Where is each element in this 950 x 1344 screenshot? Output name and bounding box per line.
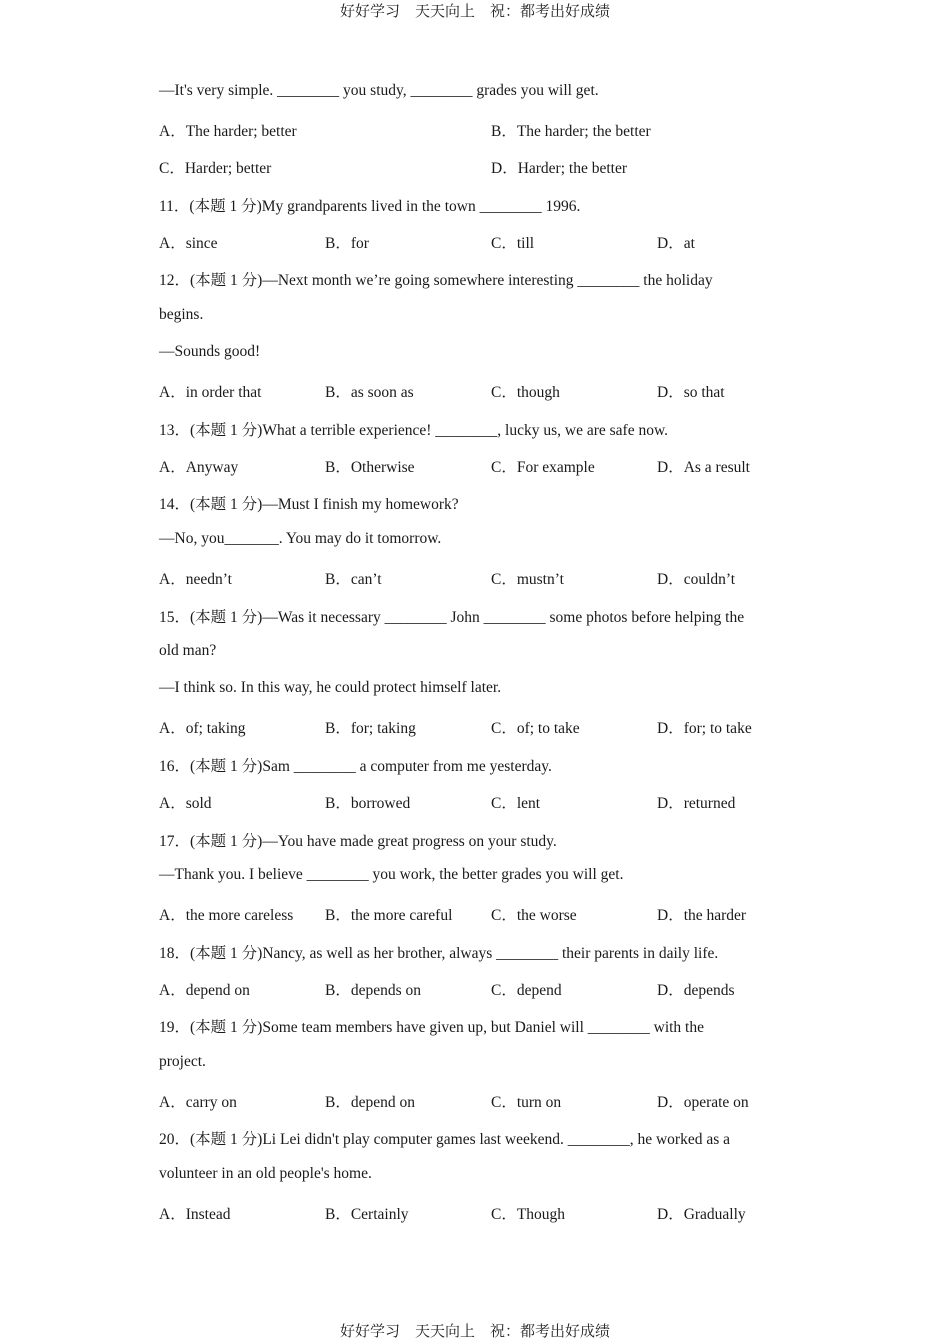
q13-option-a: A．Anyway bbox=[159, 459, 239, 476]
q10-option-d: D．Harder; the better bbox=[491, 160, 627, 177]
q14-stem: 14．(本题 1 分)—Must I finish my homework? bbox=[159, 496, 459, 513]
q15-stem-line2: old man? bbox=[159, 642, 217, 659]
q19-option-c: C．turn on bbox=[491, 1094, 562, 1111]
q14-reply: —No, you_______. You may do it tomorrow. bbox=[159, 530, 442, 547]
q11-option-b: B．for bbox=[325, 235, 369, 252]
q18-option-c: C．depend bbox=[491, 982, 562, 999]
q13-option-c: C．For example bbox=[491, 459, 595, 476]
q16-stem: 16．(本题 1 分)Sam ________ a computer from me yesterday. bbox=[159, 758, 552, 775]
q16-option-b: B．borrowed bbox=[325, 795, 411, 812]
q17-option-d: D．the harder bbox=[657, 907, 747, 924]
q12-stem-line2: begins. bbox=[159, 306, 204, 323]
q18-option-b: B．depends on bbox=[325, 982, 422, 999]
q17-reply: —Thank you. I believe ________ you work, the better grades you will get. bbox=[159, 866, 624, 883]
q10-option-b: B．The harder; the better bbox=[491, 123, 651, 140]
q17-option-a: A．the more careless bbox=[159, 907, 294, 924]
q15-option-b: B．for; taking bbox=[325, 720, 416, 737]
q10-dialogue-line: —It's very simple. ________ you study, ________ grades you will get. bbox=[159, 82, 599, 99]
q12-reply: —Sounds good! bbox=[159, 343, 261, 360]
q14-option-c: C．mustn’t bbox=[491, 571, 564, 588]
q13-stem: 13．(本题 1 分)What a terrible experience! ________, lucky us, we are safe now. bbox=[159, 422, 669, 439]
q20-option-c: C．Though bbox=[491, 1206, 566, 1223]
q16-option-d: D．returned bbox=[657, 795, 736, 812]
q19-option-a: A．carry on bbox=[159, 1094, 237, 1111]
q19-option-d: D．operate on bbox=[657, 1094, 749, 1111]
q19-option-b: B．depend on bbox=[325, 1094, 415, 1111]
q12-stem-line1: 12．(本题 1 分)—Next month we’re going somewhere interesting ________ the holiday bbox=[159, 272, 713, 289]
q15-stem-line1: 15．(本题 1 分)—Was it necessary ________ John ________ some photos before helping the bbox=[159, 609, 745, 626]
q15-option-c: C．of; to take bbox=[491, 720, 580, 737]
q11-option-c: C．till bbox=[491, 235, 535, 252]
q15-option-d: D．for; to take bbox=[657, 720, 752, 737]
q11-stem: 11．(本题 1 分)My grandparents lived in the town ________ 1996. bbox=[159, 198, 581, 215]
q17-option-c: C．the worse bbox=[491, 907, 577, 924]
q12-option-a: A．in order that bbox=[159, 384, 262, 401]
page-footer: 好好学习 天天向上 祝：都考出好成绩 bbox=[339, 1322, 610, 1340]
q15-reply: —I think so. In this way, he could protect himself later. bbox=[159, 679, 502, 696]
q13-option-b: B．Otherwise bbox=[325, 459, 415, 476]
q20-option-b: B．Certainly bbox=[325, 1206, 409, 1223]
q20-stem-line1: 20．(本题 1 分)Li Lei didn't play computer games last weekend. ________, he worked as a bbox=[159, 1131, 730, 1148]
q14-option-d: D．couldn’t bbox=[657, 571, 736, 588]
q14-option-a: A．needn’t bbox=[159, 571, 232, 588]
q18-option-a: A．depend on bbox=[159, 982, 250, 999]
q19-stem-line2: project. bbox=[159, 1053, 206, 1070]
q10-option-a: A．The harder; better bbox=[159, 123, 297, 140]
q20-option-d: D．Gradually bbox=[657, 1206, 746, 1223]
q13-option-d: D．As a result bbox=[657, 459, 750, 476]
q18-stem: 18．(本题 1 分)Nancy, as well as her brother, always ________ their parents in daily life. bbox=[159, 945, 719, 962]
page-header: 好好学习 天天向上 祝：都考出好成绩 bbox=[339, 2, 610, 20]
q12-option-d: D．so that bbox=[657, 384, 725, 401]
q12-option-c: C．though bbox=[491, 384, 560, 401]
q18-option-d: D．depends bbox=[657, 982, 735, 999]
q17-stem: 17．(本题 1 分)—You have made great progress on your study. bbox=[159, 833, 557, 850]
q10-option-c: C．Harder; better bbox=[159, 160, 272, 177]
q20-stem-line2: volunteer in an old people's home. bbox=[159, 1165, 372, 1182]
q11-option-a: A．since bbox=[159, 235, 218, 252]
q14-option-b: B．can’t bbox=[325, 571, 382, 588]
q12-option-b: B．as soon as bbox=[325, 384, 414, 401]
q17-option-b: B．the more careful bbox=[325, 907, 453, 924]
q16-option-c: C．lent bbox=[491, 795, 541, 812]
q16-option-a: A．sold bbox=[159, 795, 212, 812]
q11-option-d: D．at bbox=[657, 235, 695, 252]
q20-option-a: A．Instead bbox=[159, 1206, 231, 1223]
q19-stem-line1: 19．(本题 1 分)Some team members have given up, but Daniel will ________ with the bbox=[159, 1019, 704, 1036]
q15-option-a: A．of; taking bbox=[159, 720, 246, 737]
